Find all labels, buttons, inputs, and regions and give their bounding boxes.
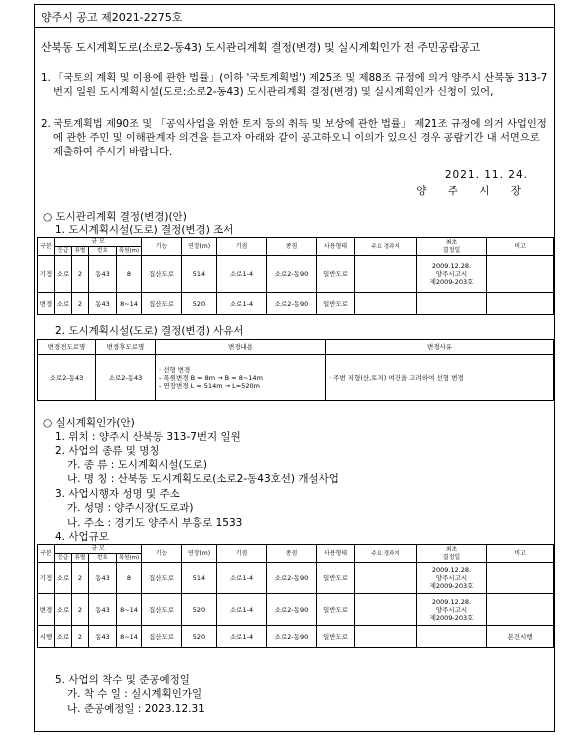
header-gyumo: 규 모 <box>55 545 142 554</box>
item-operator: 3. 사업시행자 성명 및 주소 <box>55 488 180 500</box>
header-function: 기능 <box>142 238 182 256</box>
notice-number: 양주시 공고 제2021-2275호 <box>41 11 183 24</box>
item-project-name: 나. 명 칭 : 산북동 도시계획도로(소로2-동43호선) 개설사업 <box>67 473 339 485</box>
subsection-title-reason: 2. 도시계획시설(도로) 결정(변경) 사유서 <box>55 325 244 337</box>
intro-paragraph-1 <box>41 71 551 115</box>
header-width: 폭원(m) <box>117 554 142 563</box>
paragraph-number: 2. <box>41 118 51 130</box>
header-number: 번호 <box>89 554 117 563</box>
header-gubun: 구분 <box>38 238 55 256</box>
header-width: 폭원(m) <box>117 247 142 256</box>
table-row: 소로2-동43 소로2-동43 · 선형 변경 - 폭원변경 B = 8m → B = 8~14m - 연장변경 L = 514m → L=520m · 주변 지형(산,토지) 여건을 고려하여 선형 변경 <box>38 355 554 401</box>
header-class: 류별 <box>72 247 89 256</box>
header-function: 기능 <box>142 545 182 563</box>
table-row: 기정 소로 2 동43 8 집산도로 514 소로1-4 소로2-동90 일반도로 2009.12.28. 양주시고시 제2009-203호 <box>38 563 554 594</box>
header-gubun: 구분 <box>38 545 55 563</box>
item-type-name: 2. 사업의 종류 및 명칭 <box>55 445 160 457</box>
table-row: 변경 소로 2 동43 8~14 집산도로 520 소로1-4 소로2-동90 일반도로 <box>38 293 554 315</box>
item-operator-name: 가. 성명 : 양주시장(도로과) <box>67 502 194 514</box>
item-type: 가. 종 류 : 도시계획시설(도로) <box>67 459 207 471</box>
subsection-title-decision: 1. 도시계획시설(도로) 결정(변경) 조서 <box>55 224 234 236</box>
scale-table <box>37 544 554 648</box>
header-length: 연장(m) <box>182 238 217 256</box>
header-number: 번호 <box>89 247 117 256</box>
decision-table <box>37 237 554 315</box>
item-location: 1. 위치 : 양주시 산북동 313-7번지 일원 <box>55 431 241 443</box>
table-row: 기정 소로 2 동43 8 집산도로 514 소로1-4 소로2-동90 일반도로 2009.12.28. 양주시고시 제2009-203호 <box>38 256 554 293</box>
header-usage: 사용형태 <box>317 545 355 563</box>
header-gyumo: 규 모 <box>55 238 142 247</box>
table-row: 변경 소로 2 동43 8~14 집산도로 520 소로1-4 소로2-동90 일반도로 2009.12.28. 양주시고시 제2009-203호 <box>38 594 554 626</box>
item-completion-date: 나. 준공예정일 : 2023.12.31 <box>67 703 205 715</box>
header-length: 연장(m) <box>182 545 217 563</box>
header-before: 변경전도로명 <box>38 340 96 355</box>
section-heading-approval: ○ 실시계획인가(안) <box>43 417 135 429</box>
header-remarks: 비고 <box>487 238 554 256</box>
header-first-decision: 최초 결정일 <box>417 238 487 256</box>
header-divider <box>35 27 554 28</box>
header-remarks: 비고 <box>487 545 554 563</box>
item-project-scale: 4. 사업규모 <box>55 531 109 543</box>
paragraph-body: 「국토의 계획 및 이용에 관한 법률」(이하 '국토계획법') 제25조 및 제88조 규정에 의거 양주시 산북동 313-7번지 일원 도시계획시설(도로:소로2-동43) 도시관리계획 결정(변경) 및 실시계획인가 신청이 있어, <box>53 72 548 98</box>
header-waypoint: 주요 경과지 <box>355 238 417 256</box>
header-end: 종점 <box>267 545 317 563</box>
item-schedule: 5. 사업의 착수 및 준공예정일 <box>55 674 190 686</box>
issuer-name: 양 주 시 장 <box>416 185 530 197</box>
header-reason: 변경사유 <box>326 340 554 355</box>
paragraph-number: 1. <box>41 72 51 84</box>
notice-frame <box>34 4 555 732</box>
section-heading-plan: ○ 도시관리계획 결정(변경)(안) <box>43 211 187 223</box>
item-start-date: 가. 착 수 일 : 실시계획인가일 <box>67 688 203 700</box>
header-start: 기점 <box>217 238 267 256</box>
header-waypoint: 주요 경과지 <box>355 545 417 563</box>
header-first-decision: 최초 결정일 <box>417 545 487 563</box>
header-grade: 등급 <box>55 247 72 256</box>
header-after: 변경후도로명 <box>96 340 156 355</box>
header-class: 류별 <box>72 554 89 563</box>
notice-date: 2021. 11. 24. <box>444 169 528 181</box>
header-grade: 등급 <box>55 554 72 563</box>
paragraph-body: 국토계획법 제90조 및 「공익사업을 위한 토지 등의 취득 및 보상에 관한 법률」 제21조 규정에 의거 사업인정에 관한 주민 및 이해관계자 의견을 듣고자 아래와 같이 공고하오니 이의가 있으신 경우 공람기간 내 서면으로 제출하여 주시기 바랍니다. <box>53 118 547 158</box>
item-operator-address: 나. 주소 : 경기도 양주시 부흥로 1533 <box>67 517 243 529</box>
header-start: 기점 <box>217 545 267 563</box>
header-end: 종점 <box>267 238 317 256</box>
intro-paragraph-2 <box>41 117 551 161</box>
header-usage: 사용형태 <box>317 238 355 256</box>
table-row: 시행 소로 2 동43 8~14 집산도로 520 소로1-4 소로2-동90 일반도로 본건시행 <box>38 626 554 648</box>
header-content: 변경내용 <box>156 340 326 355</box>
reason-table <box>37 339 554 401</box>
notice-title: 산북동 도시계획도로(소로2-동43) 도시관리계획 결정(변경) 및 실시계획인가 전 주민공람공고 <box>41 41 480 54</box>
